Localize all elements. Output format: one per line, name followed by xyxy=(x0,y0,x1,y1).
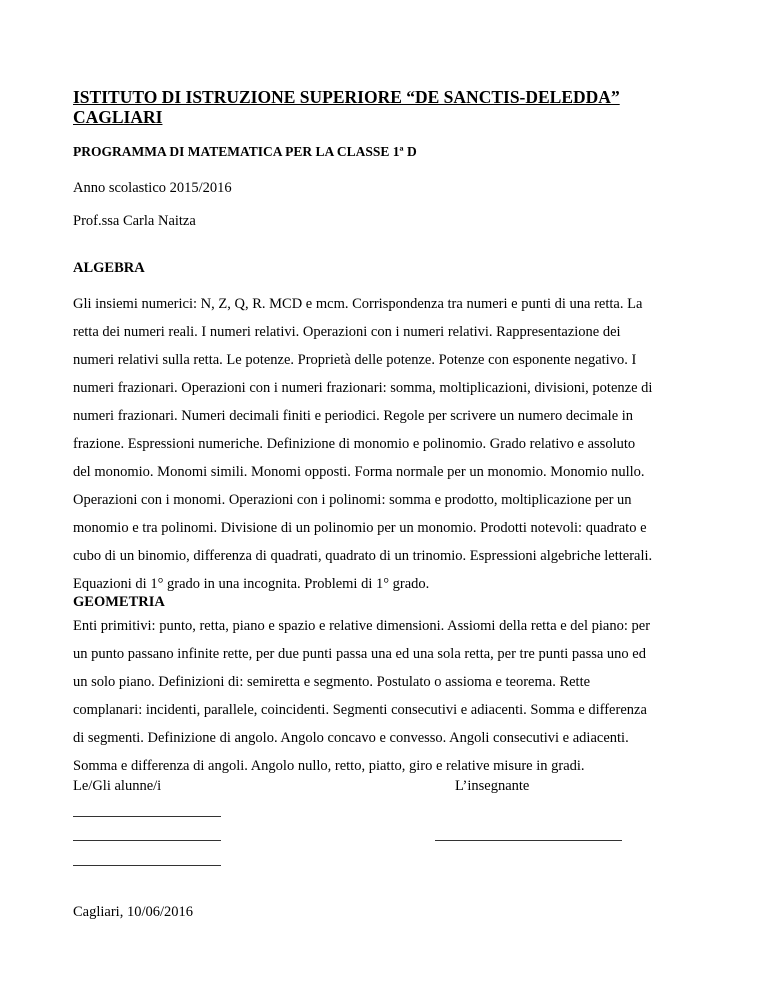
place-date: Cagliari, 10/06/2016 xyxy=(73,904,194,920)
algebra-line: del monomio. Monomi simili. Monomi opposti. Forma normale per un monomio. Monomio nullo. xyxy=(73,464,645,480)
teacher-name: Prof.ssa Carla Naitza xyxy=(73,213,196,229)
school-title xyxy=(73,87,620,127)
section-heading-geometria: GEOMETRIA xyxy=(73,594,165,610)
geometria-line: complanari: incidenti, parallele, coincidenti. Segmenti consecutivi e adiacenti. Somma e differenza xyxy=(73,702,647,718)
geometria-line: un punto passano infinite rette, per due punti passa una ed una sola retta, per tre punti passa uno ed xyxy=(73,646,646,662)
algebra-line: Equazioni di 1° grado in una incognita. Problemi di 1° grado. xyxy=(73,576,430,592)
section-body-algebra xyxy=(73,290,652,598)
algebra-line: numeri relativi sulla retta. Le potenze. Proprietà delle potenze. Potenze con esponente negativo. I xyxy=(73,352,637,368)
program-subtitle: PROGRAMMA DI MATEMATICA PER LA CLASSE 1ª D xyxy=(73,144,417,159)
student-signature-line-2[interactable] xyxy=(73,840,221,841)
algebra-line: retta dei numeri reali. I numeri relativi. Operazioni con i numeri relativi. Rappresentazione dei xyxy=(73,324,621,340)
algebra-line: frazione. Espressioni numeriche. Definizione di monomio e polinomio. Grado relativo e assoluto xyxy=(73,436,636,452)
geometria-line: un solo piano. Definizioni di: semiretta e segmento. Postulato o assioma e teorema. Rette xyxy=(73,674,591,690)
geometria-line: Somma e differenza di angoli. Angolo nullo, retto, piatto, giro e relative misure in gradi. xyxy=(73,758,585,774)
school-year: Anno scolastico 2015/2016 xyxy=(73,180,232,196)
algebra-line: cubo di un binomio, differenza di quadrati, quadrato di un trinomio. Espressioni algebriche letterali. xyxy=(73,548,653,564)
algebra-line: monomio e tra polinomi. Divisione di un polinomio per un monomio. Prodotti notevoli: quadrato e xyxy=(73,520,647,536)
school-title-line-2: CAGLIARI xyxy=(73,107,163,127)
section-heading-algebra: ALGEBRA xyxy=(73,260,145,276)
algebra-line: numeri frazionari. Numeri decimali finiti e periodici. Regole per scrivere un numero decimale in xyxy=(73,408,634,424)
students-signature-label: Le/Gli alunne/i xyxy=(73,778,162,794)
algebra-line: numeri frazionari. Operazioni con i numeri frazionari: somma, moltiplicazioni, divisioni, potenze di xyxy=(73,380,653,396)
algebra-line: Operazioni con i monomi. Operazioni con i polinomi: somma e prodotto, moltiplicazione per un xyxy=(73,492,632,508)
geometria-line: di segmenti. Definizione di angolo. Angolo concavo e convesso. Angoli consecutivi e adiacenti. xyxy=(73,730,629,746)
student-signature-line-1[interactable] xyxy=(73,816,221,817)
teacher-signature-line[interactable] xyxy=(435,840,622,841)
geometria-line: Enti primitivi: punto, retta, piano e spazio e relative dimensioni. Assiomi della retta e del piano: per xyxy=(73,618,651,634)
section-body-geometria xyxy=(73,612,650,780)
student-signature-line-3[interactable] xyxy=(73,865,221,866)
school-title-line-1: ISTITUTO DI ISTRUZIONE SUPERIORE “DE SANCTIS-DELEDDA” xyxy=(73,87,620,107)
algebra-line: Gli insiemi numerici: N, Z, Q, R. MCD e mcm. Corrispondenza tra numeri e punti di una retta. La xyxy=(73,296,643,312)
teacher-signature-label: L’insegnante xyxy=(455,778,530,794)
